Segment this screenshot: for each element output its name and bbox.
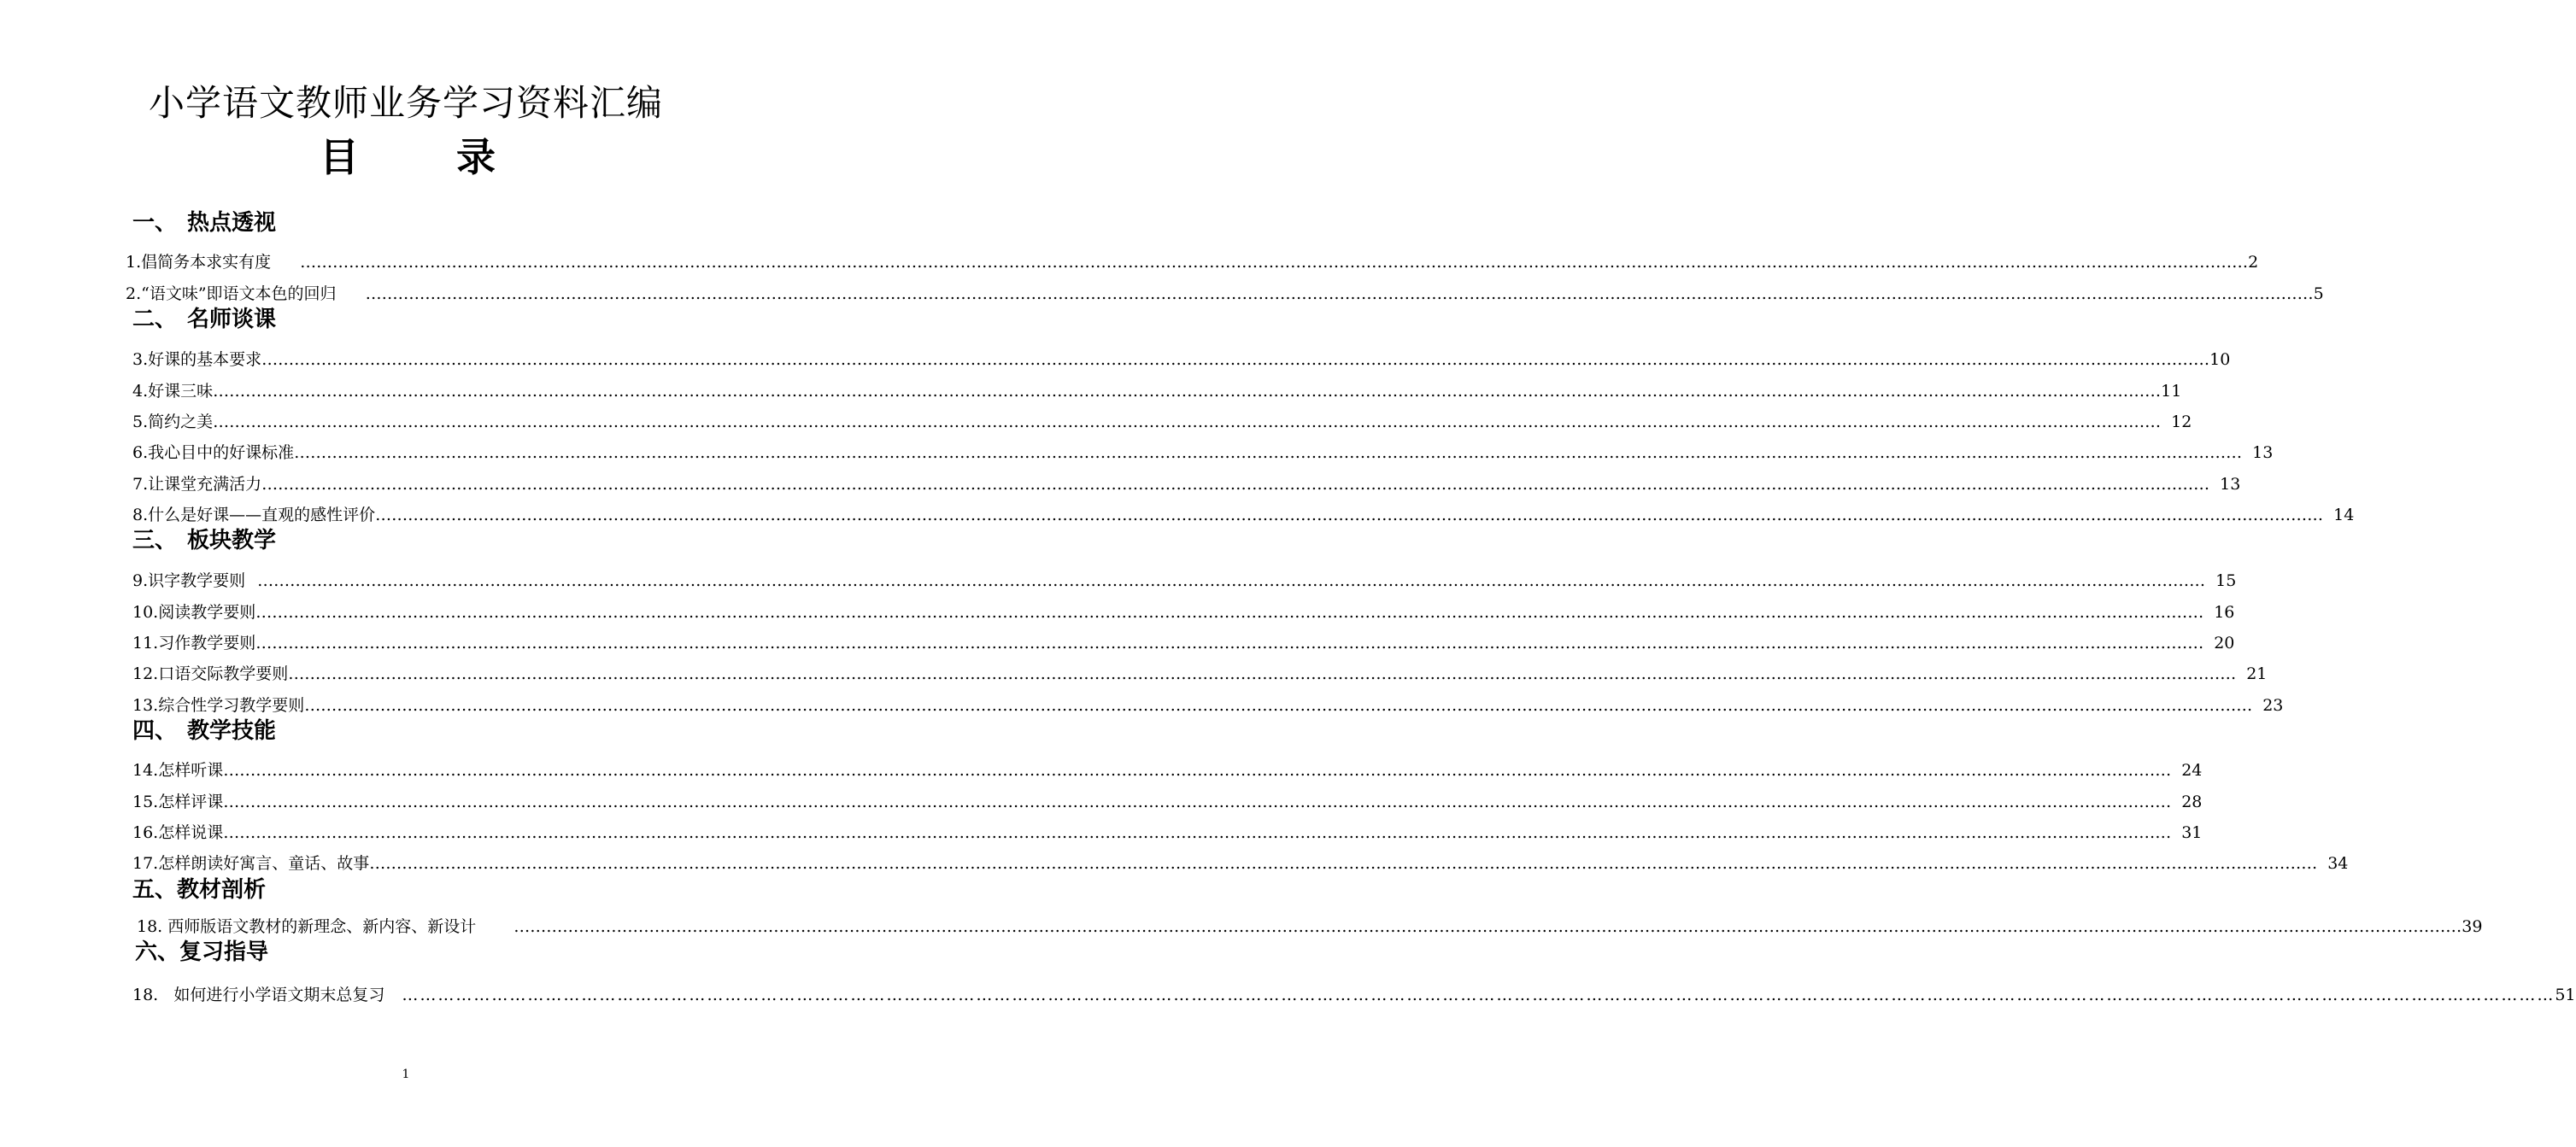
toc-entry-page: 11	[2161, 382, 2182, 401]
toc-entry-page: 21	[2246, 664, 2268, 683]
section-number: 四、	[132, 718, 178, 744]
section-label: 名师谈课	[187, 307, 277, 332]
toc-entry-label: 18. 西师版语文教材的新理念、新内容、新设计	[137, 917, 477, 936]
toc-entry-label: 10.阅读教学要则	[132, 603, 256, 622]
leader-dots: ………………………………………………………………………………………………………………………………………………………………………………………………………………………………………………………………………………………………………………………………	[402, 986, 2555, 1004]
toc-entry-page: 24	[2181, 761, 2203, 780]
leader-dots: ………………………………………………………………………………………………………………………………………………………………………………………………………………………………………………………………………………………………………………………………	[213, 413, 2162, 431]
toc-entry[interactable]	[132, 982, 2576, 1005]
leader-dots: ………………………………………………………………………………………………………………………………………………………………………………………………………………………………………………………………………………………………………………………………	[304, 696, 2253, 715]
leader-dots: ………………………………………………………………………………………………………………………………………………………………………………………………………………………………………………………………………………………………………………………………	[261, 475, 2210, 494]
toc-entry-label: 3.好课的基本要求	[132, 350, 262, 369]
toc-entry[interactable]	[132, 378, 2182, 401]
toc-entry-label: 4.好课三味	[132, 382, 214, 401]
toc-entry-page: 23	[2262, 696, 2284, 715]
section-number: 六、	[135, 939, 180, 965]
section-number: 二、	[132, 307, 178, 332]
toc-entry[interactable]	[132, 820, 2203, 843]
toc-entry-page: 5	[2313, 284, 2324, 303]
toc-entry-page: 31	[2181, 823, 2203, 842]
leader-dots: ………………………………………………………………………………………………………………………………………………………………………………………………………………………………………………………………………………………………………………………………	[261, 350, 2210, 369]
toc-entry-page: 2	[2248, 253, 2259, 272]
toc-entry-label: 5.简约之美	[132, 413, 214, 431]
toc-entry[interactable]	[137, 914, 2483, 937]
toc-entry-label: 18. 如何进行小学语文期末总复习	[132, 986, 385, 1004]
toc-entry[interactable]	[132, 693, 2284, 716]
toc-entry-page: 39	[2462, 917, 2483, 936]
leader-dots: ………………………………………………………………………………………………………………………………………………………………………………………………………………………………………………………………………………………………………………………………	[365, 284, 2314, 303]
toc-entry[interactable]	[126, 281, 2324, 304]
toc-entry[interactable]	[126, 249, 2259, 272]
toc-entry-page: 34	[2327, 854, 2349, 873]
toc-entry[interactable]	[132, 600, 2235, 623]
section-heading-2	[132, 301, 276, 333]
toc-entry[interactable]	[132, 758, 2203, 781]
footer-page-number: 1	[402, 1068, 410, 1081]
leader-dots: ………………………………………………………………………………………………………………………………………………………………………………………………………………………………………………………………………………………………………………………………	[255, 634, 2204, 653]
section-heading-3	[132, 523, 276, 554]
toc-entry-page: 15	[2215, 571, 2237, 590]
section-heading-4	[132, 713, 276, 745]
section-label: 热点透视	[187, 210, 277, 236]
toc-entry-label: 2.“语文味”即语文本色的回归	[126, 284, 337, 303]
toc-entry-label: 9.识字教学要则	[132, 571, 246, 590]
toc-entry-label: 13.综合性学习教学要则	[132, 696, 305, 715]
toc-entry-page: 14	[2333, 506, 2355, 524]
leader-dots: ………………………………………………………………………………………………………………………………………………………………………………………………………………………………………………………………………………………………………………………………	[369, 854, 2318, 873]
toc-entry-label: 14.怎样听课	[132, 761, 224, 780]
toc-entry-page: 28	[2181, 793, 2203, 811]
toc-entry-page: 13	[2220, 475, 2241, 494]
toc-entry-label: 6.我心目中的好课标准	[132, 443, 295, 462]
toc-entry[interactable]	[132, 661, 2268, 684]
toc-entry-page: 12	[2171, 413, 2192, 431]
leader-dots: ………………………………………………………………………………………………………………………………………………………………………………………………………………………………………………………………………………………………………………………………	[223, 793, 2172, 811]
toc-entry[interactable]	[132, 568, 2237, 591]
toc-entry-label: 11.习作教学要则	[132, 634, 256, 653]
section-heading-5	[132, 872, 266, 904]
leader-dots: ………………………………………………………………………………………………………………………………………………………………………………………………………………………………………………………………………………………………………………………………	[257, 571, 2206, 590]
toc-entry-page: 16	[2214, 603, 2235, 622]
toc-entry[interactable]	[132, 851, 2349, 874]
leader-dots: ………………………………………………………………………………………………………………………………………………………………………………………………………………………………………………………………………………………………………………………………	[213, 382, 2162, 401]
section-label: 教学技能	[187, 718, 277, 744]
section-label: 复习指导	[179, 939, 269, 965]
section-heading-6	[135, 934, 268, 966]
toc-entry[interactable]	[132, 347, 2231, 370]
leader-dots: ………………………………………………………………………………………………………………………………………………………………………………………………………………………………………………………………………………………………………………………………	[223, 761, 2172, 780]
toc-entry-label: 16.怎样说课	[132, 823, 224, 842]
toc-entry[interactable]	[132, 409, 2192, 432]
section-number: 一、	[132, 210, 178, 236]
toc-entry-page: 51	[2555, 986, 2576, 1004]
document-title: 小学语文教师业务学习资料汇编	[148, 82, 663, 124]
toc-entry-page: 20	[2214, 634, 2235, 653]
toc-entry-label: 7.让课堂充满活力	[132, 475, 262, 494]
section-label: 板块教学	[187, 528, 277, 553]
leader-dots: ………………………………………………………………………………………………………………………………………………………………………………………………………………………………………………………………………………………………………………………………	[223, 823, 2172, 842]
toc-entry-label: 15.怎样评课	[132, 793, 224, 811]
leader-dots: ………………………………………………………………………………………………………………………………………………………………………………………………………………………………………………………………………………………………………………………………	[375, 506, 2324, 524]
toc-entry[interactable]	[132, 440, 2274, 463]
leader-dots: ………………………………………………………………………………………………………………………………………………………………………………………………………………………………………………………………………………………………………………………………	[300, 253, 2249, 272]
toc-entry-label: 8.什么是好课——直观的感性评价	[132, 506, 376, 524]
toc-heading-left-char: 目	[320, 134, 359, 180]
leader-dots: ………………………………………………………………………………………………………………………………………………………………………………………………………………………………………………………………………………………………………………………………	[288, 664, 2237, 683]
section-heading-1	[132, 205, 276, 237]
toc-entry-label: 17.怎样朗读好寓言、童话、故事	[132, 854, 370, 873]
section-number: 五、	[132, 877, 178, 903]
toc-entry-page: 10	[2209, 350, 2231, 369]
section-number: 三、	[132, 528, 178, 553]
toc-heading-right-char: 录	[456, 134, 496, 180]
leader-dots: ………………………………………………………………………………………………………………………………………………………………………………………………………………………………………………………………………………………………………………………………	[513, 917, 2462, 936]
section-label: 教材剖析	[177, 877, 267, 903]
toc-entry-label: 12.口语交际教学要则	[132, 664, 289, 683]
leader-dots: ………………………………………………………………………………………………………………………………………………………………………………………………………………………………………………………………………………………………………………………………	[294, 443, 2243, 462]
toc-entry[interactable]	[132, 471, 2241, 494]
toc-entry-label: 1.倡简务本求实有度	[126, 253, 272, 272]
toc-entry[interactable]	[132, 502, 2355, 525]
toc-entry[interactable]	[132, 789, 2203, 812]
toc-entry-page: 13	[2252, 443, 2274, 462]
leader-dots: ………………………………………………………………………………………………………………………………………………………………………………………………………………………………………………………………………………………………………………………………	[255, 603, 2204, 622]
toc-entry[interactable]	[132, 630, 2235, 653]
